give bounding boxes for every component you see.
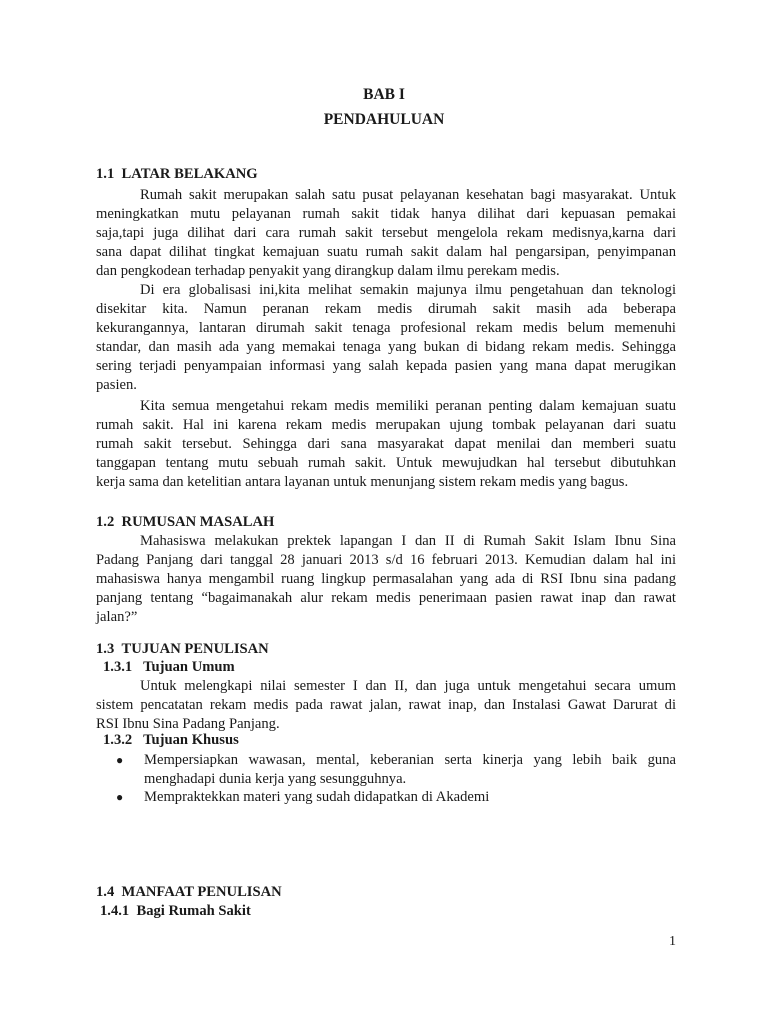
- paragraph-latar-3: [96, 397, 676, 492]
- text-line: meningkatkan mutu pelayanan rumah sakit tidak hanya dilihat dari kepuasan pemakai: [96, 206, 676, 222]
- subsection-title: Tujuan Khusus: [143, 732, 239, 748]
- paragraph-tujuan-umum: [96, 677, 676, 734]
- text-line: Mempraktekkan materi yang sudah didapatkan di Akademi: [144, 789, 490, 805]
- section-title: MANFAAT PENULISAN: [121, 884, 282, 900]
- text-line: sering terjadi penyampaian informasi yang salah kepada pasien yang mana dapat merugikan: [96, 358, 676, 374]
- section-number: 1.1: [96, 166, 115, 182]
- section-number: 1.3: [96, 641, 115, 657]
- text-line: menghadapi dunia kerja yang sesungguhnya.: [144, 771, 407, 787]
- text-line: tanggapan tentang mutu sebuah rumah sakit. Untuk mewujudkan hal tersebut dibutuhkan: [96, 455, 676, 471]
- subsection-title: Tujuan Umum: [143, 659, 235, 675]
- section-title: LATAR BELAKANG: [121, 166, 258, 182]
- text-line: Kita semua mengetahui rekam medis memiliki peranan penting dalam kemajuan suatu: [140, 398, 676, 414]
- subsection-number: 1.3.1: [103, 659, 133, 675]
- bullet-icon: ●: [116, 790, 124, 804]
- list-item: [116, 788, 676, 807]
- text-line: saja,tapi juga dilihat dari cara rumah sakit tersebut mengelola rekam medisnya,karna dari: [96, 225, 676, 241]
- text-line: disekitar kita. Namun peranan rekam medis dirumah sakit masih ada beberapa: [96, 301, 676, 317]
- subsection-heading-1-4-1: [100, 903, 251, 920]
- paragraph-latar-1: [96, 186, 676, 281]
- section-heading-1-3: [96, 641, 269, 658]
- text-line: kerja sama dan ketelitian antara layanan untuk menunjang sistem rekam medis yang bagus.: [96, 474, 629, 490]
- text-line: Padang Panjang dari tanggal 28 januari 2013 s/d 16 februari 2013. Kemudian dalam hal ini: [96, 552, 676, 568]
- text-line: sistem pencatatan rekam medis pada rawat jalan, rawat inap, dan Instalasi Gawat Darurat di: [96, 697, 676, 713]
- text-line: Mahasiswa melakukan prektek lapangan I dan II di Rumah Sakit Islam Ibnu Sina: [140, 533, 676, 549]
- text-line: jalan?”: [96, 609, 138, 625]
- text-line: dan pengkodean terhadap penyakit yang dirangkup dalam ilmu perekam medis.: [96, 263, 560, 279]
- subsection-heading-1-3-1: [103, 659, 235, 676]
- text-line: standar, dan masih ada yang memakai tenaga yang bukan di bidang rekam medis. Sehingga: [96, 339, 676, 355]
- paragraph-latar-2: [96, 281, 676, 395]
- chapter-title: PENDAHULUAN: [323, 111, 445, 128]
- section-heading-1-4: [96, 884, 282, 901]
- page-number: 1: [669, 934, 676, 949]
- section-number: 1.4: [96, 884, 115, 900]
- text-line: rumah sakit. Hal ini karena rekam medis merupakan ujung tombak pelayanan dari suatu: [96, 417, 676, 433]
- text-line: Rumah sakit merupakan salah satu pusat pelayanan kesehatan bagi masyarakat. Untuk: [140, 187, 676, 203]
- text-line: Di era globalisasi ini,kita melihat semakin majunya ilmu pengetahuan dan teknologi: [140, 282, 676, 298]
- text-line: mahasiswa hanya mengambil ruang lingkup permasalahan yang ada di RSI Ibnu sina padang: [96, 571, 676, 587]
- text-line: pasien.: [96, 377, 137, 393]
- section-heading-1-1: [96, 166, 258, 183]
- list-item: [116, 751, 676, 789]
- section-title: RUMUSAN MASALAH: [121, 514, 275, 530]
- bullet-icon: ●: [116, 753, 124, 767]
- text-line: panjang tentang “bagaimanakah alur rekam medis penerimaan pasien rawat inap dan rawat: [96, 590, 676, 606]
- section-heading-1-2: [96, 514, 274, 531]
- paragraph-rumusan: [96, 532, 676, 627]
- text-line: Mempersiapkan wawasan, mental, keberanian serta kinerja yang lebih baik guna: [144, 752, 676, 768]
- section-title: TUJUAN PENULISAN: [121, 641, 269, 657]
- text-line: kekurangannya, lantaran dirumah sakit tenaga profesional rekam medis belum memenuhi: [96, 320, 676, 336]
- subsection-heading-1-3-2: [103, 732, 239, 749]
- text-line: sana dapat dilihat tingkat kemajuan suatu rumah sakit dalam hal pengarsipan, penyimpanan: [96, 244, 676, 260]
- subsection-number: 1.3.2: [103, 732, 133, 748]
- chapter-label: BAB I: [363, 86, 405, 103]
- text-line: rumah sakit tersebut. Sehingga dari sana masyarakat dapat menilai dan memberi suatu: [96, 436, 676, 452]
- text-line: Untuk melengkapi nilai semester I dan II, dan juga untuk mengetahui secara umum: [140, 678, 676, 694]
- subsection-number: 1.4.1: [100, 903, 130, 919]
- text-line: RSI Ibnu Sina Padang Panjang.: [96, 716, 280, 732]
- section-number: 1.2: [96, 514, 115, 530]
- subsection-title: Bagi Rumah Sakit: [136, 903, 251, 919]
